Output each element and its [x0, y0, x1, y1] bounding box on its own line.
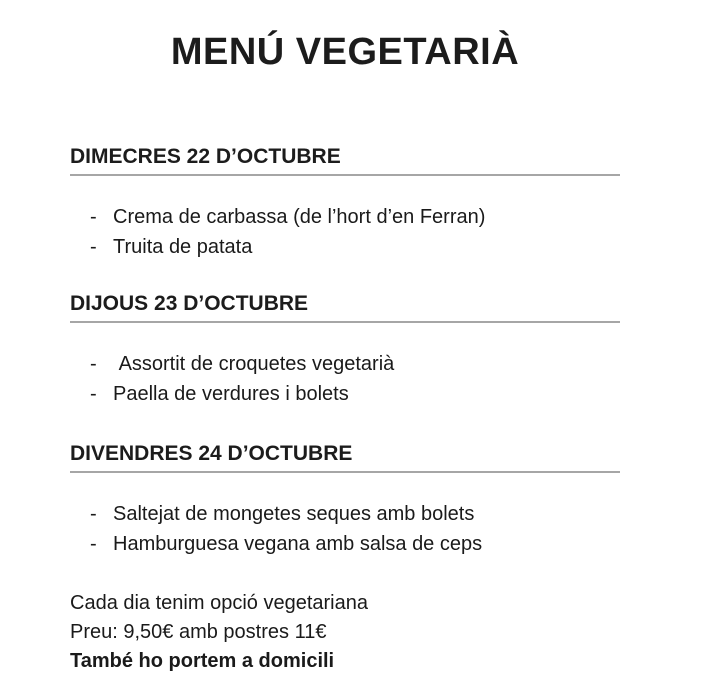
menu-list: [70, 349, 620, 409]
menu-item: [70, 232, 620, 262]
section-divendres: [70, 441, 620, 559]
menu-item: [70, 379, 620, 409]
menu-list: [70, 499, 620, 559]
footer-delivery: També ho portem a domicili: [70, 650, 335, 672]
section-dijous: [70, 291, 620, 409]
section-heading: DIJOUS 23 D’OCTUBRE: [70, 291, 620, 323]
dash-bullet: -: [90, 383, 97, 405]
footer-price: Preu: 9,50€ amb postres 11€: [70, 621, 327, 643]
section-heading: DIVENDRES 24 D’OCTUBRE: [70, 441, 620, 473]
menu-item-label: Saltejat de mongetes seques amb bolets: [113, 503, 475, 525]
menu-item: [70, 499, 620, 529]
footer-veggie-option: Cada dia tenim opció vegetariana: [70, 592, 368, 614]
menu-item: [70, 529, 620, 559]
menu-item: [70, 349, 620, 379]
page-title: MENÚ VEGETARIÀ: [170, 31, 520, 73]
menu-item-label: Paella de verdures i bolets: [113, 383, 349, 405]
menu-item-label: Assortit de croquetes vegetarià: [113, 353, 395, 375]
dash-bullet: -: [90, 236, 97, 258]
dash-bullet: -: [90, 353, 97, 375]
dash-bullet: -: [90, 533, 97, 555]
menu-item-label: Crema de carbassa (de l’hort d’en Ferran): [113, 206, 486, 228]
footer-notes: [70, 589, 620, 676]
menu-list: [70, 202, 620, 262]
menu-item-label: Truita de patata: [113, 236, 253, 258]
dash-bullet: -: [90, 206, 97, 228]
menu-item-label: Hamburguesa vegana amb salsa de ceps: [113, 533, 483, 555]
section-heading: DIMECRES 22 D’OCTUBRE: [70, 144, 620, 176]
dash-bullet: -: [90, 503, 97, 525]
section-dimecres: [70, 144, 620, 262]
menu-item: [70, 202, 620, 232]
